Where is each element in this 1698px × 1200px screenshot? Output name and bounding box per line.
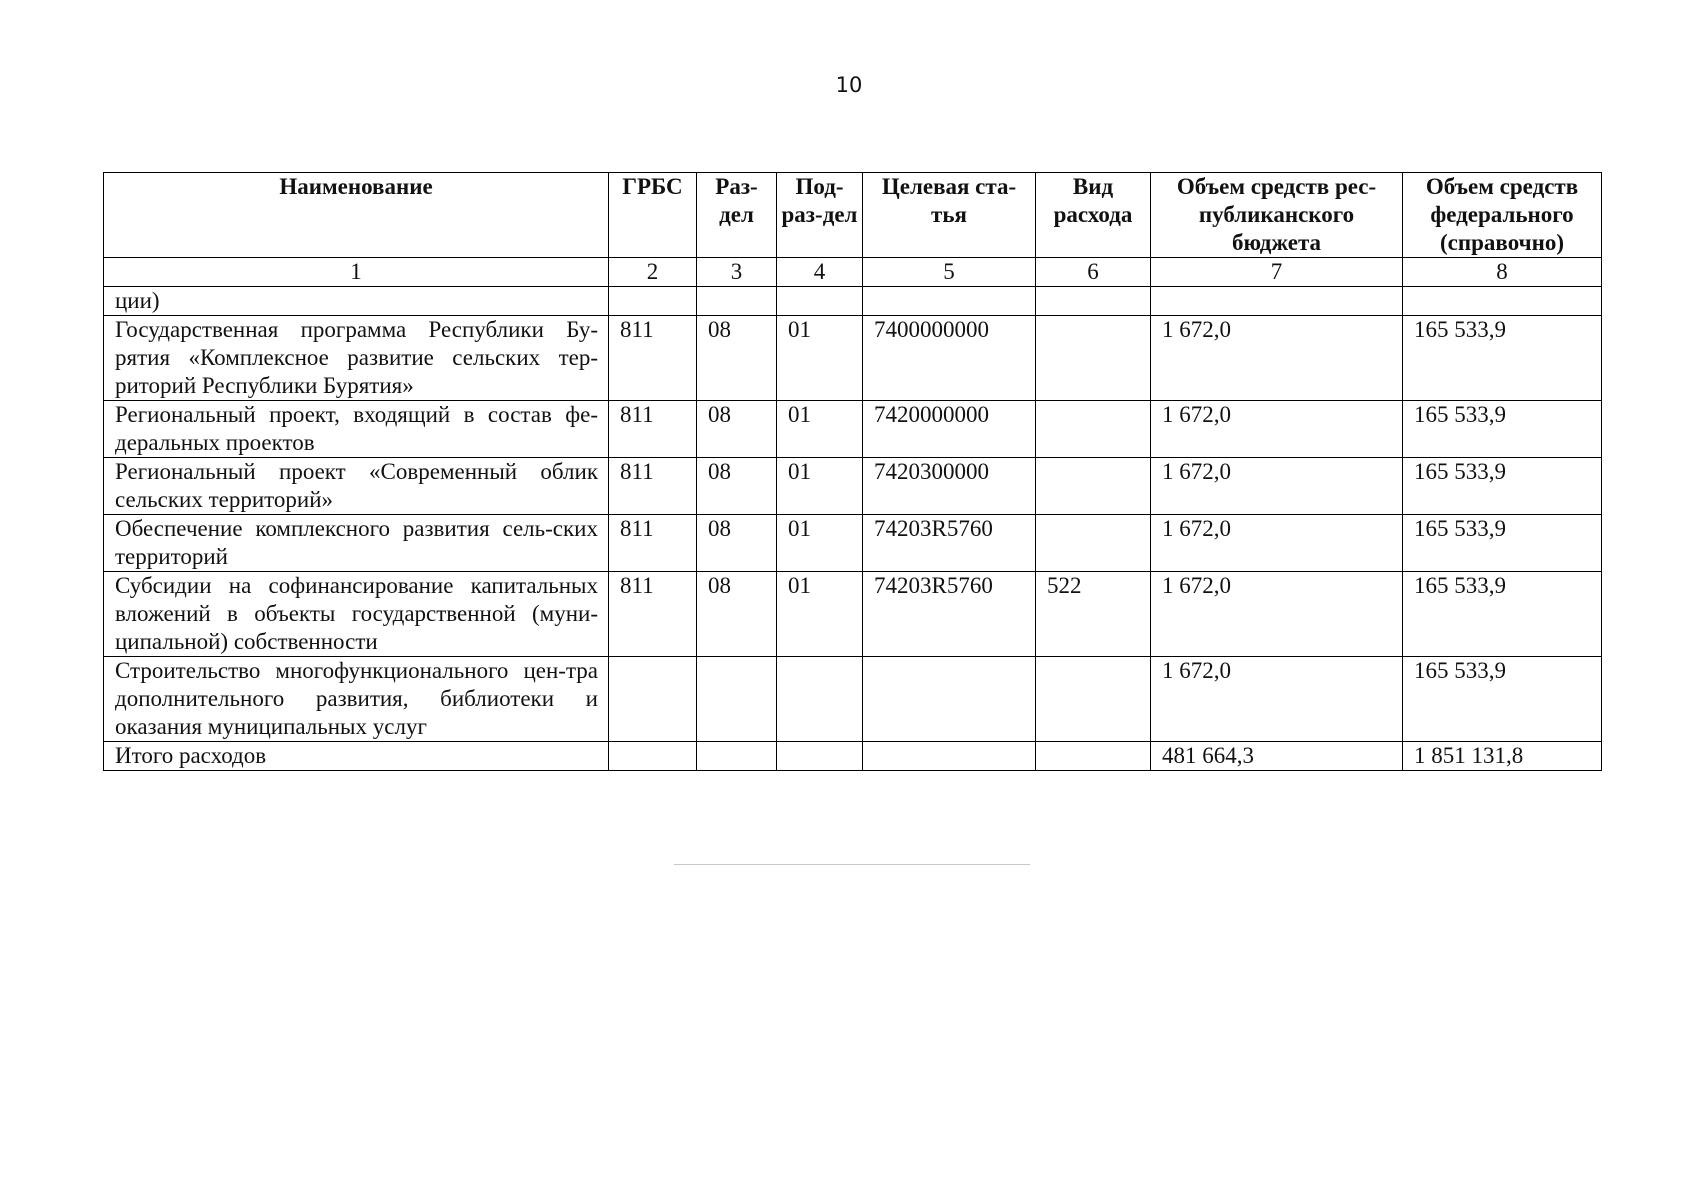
cell-name: Итого расходов bbox=[104, 742, 609, 771]
cell-target-article: 74203R5760 bbox=[863, 572, 1036, 657]
separator-line bbox=[674, 864, 1030, 865]
table-row bbox=[104, 401, 1602, 458]
cell-name: Строительство многофункционального цен-тра дополнительного развития, библиотеки и оказания муниципальных услуг bbox=[104, 657, 609, 742]
column-number: 3 bbox=[697, 258, 777, 287]
cell-subsection: 01 bbox=[777, 515, 863, 572]
cell-republic-budget: 481 664,3 bbox=[1151, 742, 1403, 771]
cell-section: 08 bbox=[697, 572, 777, 657]
header-row bbox=[104, 173, 1602, 258]
cell-grbs bbox=[609, 742, 697, 771]
cell-republic-budget bbox=[1151, 287, 1403, 316]
cell-federal-budget: 1 851 131,8 bbox=[1403, 742, 1602, 771]
header-target-article: Целевая ста-тья bbox=[863, 173, 1036, 258]
cell-federal-budget: 165 533,9 bbox=[1403, 401, 1602, 458]
cell-republic-budget: 1 672,0 bbox=[1151, 515, 1403, 572]
cell-expense-type bbox=[1036, 742, 1151, 771]
column-number: 5 bbox=[863, 258, 1036, 287]
cell-section: 08 bbox=[697, 458, 777, 515]
column-number: 4 bbox=[777, 258, 863, 287]
cell-section bbox=[697, 287, 777, 316]
cell-target-article: 7420000000 bbox=[863, 401, 1036, 458]
cell-federal-budget: 165 533,9 bbox=[1403, 458, 1602, 515]
table-row bbox=[104, 287, 1602, 316]
header-republic-budget: Объем средств рес-публиканского бюджета bbox=[1151, 173, 1403, 258]
cell-federal-budget: 165 533,9 bbox=[1403, 515, 1602, 572]
header-name: Наименование bbox=[104, 173, 609, 258]
page-number: 10 bbox=[835, 73, 863, 97]
cell-name: Региональный проект, входящий в состав фе-деральных проектов bbox=[104, 401, 609, 458]
cell-expense-type bbox=[1036, 316, 1151, 401]
cell-federal-budget: 165 533,9 bbox=[1403, 657, 1602, 742]
cell-target-article: 7420300000 bbox=[863, 458, 1036, 515]
cell-subsection: 01 bbox=[777, 458, 863, 515]
cell-republic-budget: 1 672,0 bbox=[1151, 657, 1403, 742]
cell-section bbox=[697, 657, 777, 742]
column-number: 8 bbox=[1403, 258, 1602, 287]
cell-section: 08 bbox=[697, 401, 777, 458]
table-row bbox=[104, 742, 1602, 771]
cell-expense-type bbox=[1036, 287, 1151, 316]
cell-republic-budget: 1 672,0 bbox=[1151, 316, 1403, 401]
cell-grbs: 811 bbox=[609, 458, 697, 515]
cell-target-article bbox=[863, 657, 1036, 742]
column-number: 7 bbox=[1151, 258, 1403, 287]
table-row bbox=[104, 657, 1602, 742]
cell-expense-type bbox=[1036, 458, 1151, 515]
header-section: Раз-дел bbox=[697, 173, 777, 258]
header-subsection: Под-раз-дел bbox=[777, 173, 863, 258]
cell-grbs bbox=[609, 287, 697, 316]
cell-name: Региональный проект «Современный облик сельских территорий» bbox=[104, 458, 609, 515]
cell-name: Субсидии на софинансирование капитальных вложений в объекты государственной (муни-ципальной) собственности bbox=[104, 572, 609, 657]
cell-republic-budget: 1 672,0 bbox=[1151, 401, 1403, 458]
cell-target-article bbox=[863, 742, 1036, 771]
table-row bbox=[104, 316, 1602, 401]
cell-grbs: 811 bbox=[609, 316, 697, 401]
cell-grbs: 811 bbox=[609, 401, 697, 458]
cell-grbs: 811 bbox=[609, 515, 697, 572]
cell-name: ции) bbox=[104, 287, 609, 316]
cell-expense-type: 522 bbox=[1036, 572, 1151, 657]
cell-subsection bbox=[777, 287, 863, 316]
column-number: 2 bbox=[609, 258, 697, 287]
header-federal-budget: Объем средств федерального (справочно) bbox=[1403, 173, 1602, 258]
column-number: 1 bbox=[104, 258, 609, 287]
cell-subsection: 01 bbox=[777, 401, 863, 458]
cell-section: 08 bbox=[697, 316, 777, 401]
cell-name: Обеспечение комплексного развития сель-ских территорий bbox=[104, 515, 609, 572]
header-grbs: ГРБС bbox=[609, 173, 697, 258]
cell-target-article: 7400000000 bbox=[863, 316, 1036, 401]
cell-grbs: 811 bbox=[609, 572, 697, 657]
cell-section: 08 bbox=[697, 515, 777, 572]
cell-republic-budget: 1 672,0 bbox=[1151, 572, 1403, 657]
table-row bbox=[104, 572, 1602, 657]
cell-subsection bbox=[777, 657, 863, 742]
cell-subsection: 01 bbox=[777, 316, 863, 401]
table-row bbox=[104, 515, 1602, 572]
cell-expense-type bbox=[1036, 401, 1151, 458]
budget-table bbox=[103, 172, 1602, 771]
cell-target-article: 74203R5760 bbox=[863, 515, 1036, 572]
cell-federal-budget bbox=[1403, 287, 1602, 316]
cell-expense-type bbox=[1036, 657, 1151, 742]
cell-subsection: 01 bbox=[777, 572, 863, 657]
column-number-row bbox=[104, 258, 1602, 287]
cell-target-article bbox=[863, 287, 1036, 316]
cell-federal-budget: 165 533,9 bbox=[1403, 572, 1602, 657]
cell-subsection bbox=[777, 742, 863, 771]
column-number: 6 bbox=[1036, 258, 1151, 287]
cell-republic-budget: 1 672,0 bbox=[1151, 458, 1403, 515]
cell-expense-type bbox=[1036, 515, 1151, 572]
cell-section bbox=[697, 742, 777, 771]
cell-name: Государственная программа Республики Бу-рятия «Комплексное развитие сельских тер-риторий Республики Бурятия» bbox=[104, 316, 609, 401]
cell-federal-budget: 165 533,9 bbox=[1403, 316, 1602, 401]
cell-grbs bbox=[609, 657, 697, 742]
table-row bbox=[104, 458, 1602, 515]
header-expense-type: Вид расхода bbox=[1036, 173, 1151, 258]
